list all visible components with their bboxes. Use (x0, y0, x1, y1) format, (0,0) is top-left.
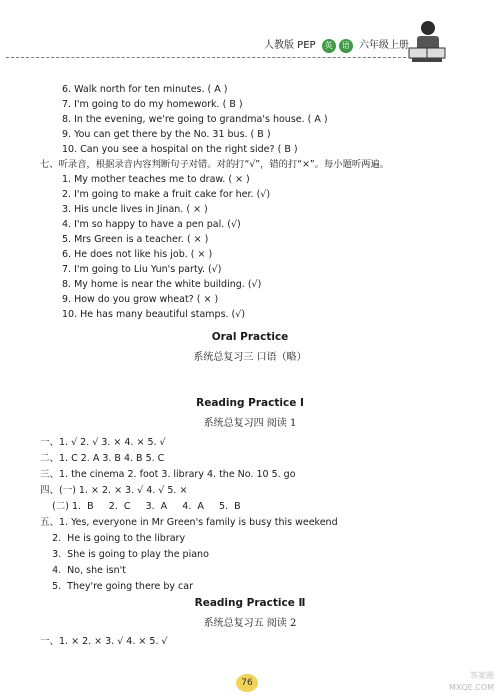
judge-item-9: 9. How do you grow wheat? ( × ) (62, 294, 219, 305)
reading-boy-icon (404, 18, 450, 64)
reading-practice-1-title: Reading Practice Ⅰ (196, 397, 304, 409)
judge-item-1: 1. My mother teaches me to draw. ( × ) (62, 174, 250, 185)
judge-item-10: 10. He has many beautiful stamps. (√) (62, 309, 246, 320)
reading1-answer-1: 一、1. √ 2. √ 3. × 4. × 5. √ (40, 437, 166, 448)
judge-item-8: 8. My home is near the white building. (√) (62, 279, 262, 290)
reading2-answer-1: 一、1. × 2. × 3. √ 4. × 5. √ (40, 636, 168, 647)
judge-item-5: 5. Mrs Green is a teacher. ( × ) (62, 234, 209, 245)
judge-item-3: 3. His uncle lives in Jinan. ( × ) (62, 204, 208, 215)
reading-practice-2-title: Reading Practice Ⅱ (194, 597, 306, 609)
listening-item-8: 8. In the evening, we're going to grandma's house. ( A ) (62, 114, 328, 125)
section-seven-instruction: 七、听录音，根据录音内容判断句子对错。对的打“√”，错的打“×”。每小题听两遍。 (40, 159, 390, 170)
reading1-answer-9: 4. No, she isn't (40, 565, 126, 576)
edition-label: 人教版 PEP (264, 40, 316, 51)
oral-practice-title: Oral Practice (211, 331, 289, 343)
grade-label: 六年级上册 (358, 40, 409, 51)
page-header (0, 0, 500, 62)
oral-practice-subtitle: 系统总复习三 口语（略） (193, 352, 307, 363)
subject-badge-1: 英 (322, 39, 336, 53)
reading1-answer-6: 五、1. Yes, everyone in Mr Green's family is busy this weekend (40, 517, 338, 528)
reading1-answer-2: 二、1. C 2. A 3. B 4. B 5. C (40, 453, 165, 464)
judge-item-4: 4. I'm so happy to have a pen pal. (√) (62, 219, 241, 230)
reading1-answer-5: (二) 1. B 2. C 3. A 4. A 5. B (40, 501, 241, 512)
watermark: 答案圈 MXQE.COM (448, 671, 494, 692)
judge-item-6: 6. He does not like his job. ( × ) (62, 249, 213, 260)
listening-item-10: 10. Can you see a hospital on the right side? ( B ) (62, 144, 298, 155)
page-number: 76 (236, 674, 258, 692)
listening-item-7: 7. I'm going to do my homework. ( B ) (62, 99, 243, 110)
reading1-answer-4: 四、(一) 1. × 2. × 3. √ 4. √ 5. × (40, 485, 188, 496)
judge-item-2: 2. I'm going to make a fruit cake for her. (√) (62, 189, 271, 200)
reading-practice-1-subtitle: 系统总复习四 阅读 1 (203, 418, 297, 429)
reading1-answer-10: 5. They're going there by car (40, 581, 193, 592)
header-rule (6, 57, 406, 58)
reading1-answer-7: 2. He is going to the library (40, 533, 186, 544)
reading1-answer-8: 3. She is going to play the piano (40, 549, 209, 560)
subject-badge-2: 语 (339, 39, 353, 53)
reading1-answer-3: 三、1. the cinema 2. foot 3. library 4. the No. 10 5. go (40, 469, 296, 480)
reading-practice-2-subtitle: 系统总复习五 阅读 2 (203, 618, 297, 629)
judge-item-7: 7. I'm going to Liu Yun's party. (√) (62, 264, 222, 275)
book-info (264, 36, 412, 53)
listening-item-6: 6. Walk north for ten minutes. ( A ) (62, 84, 228, 95)
listening-item-9: 9. You can get there by the No. 31 bus. ( B ) (62, 129, 271, 140)
